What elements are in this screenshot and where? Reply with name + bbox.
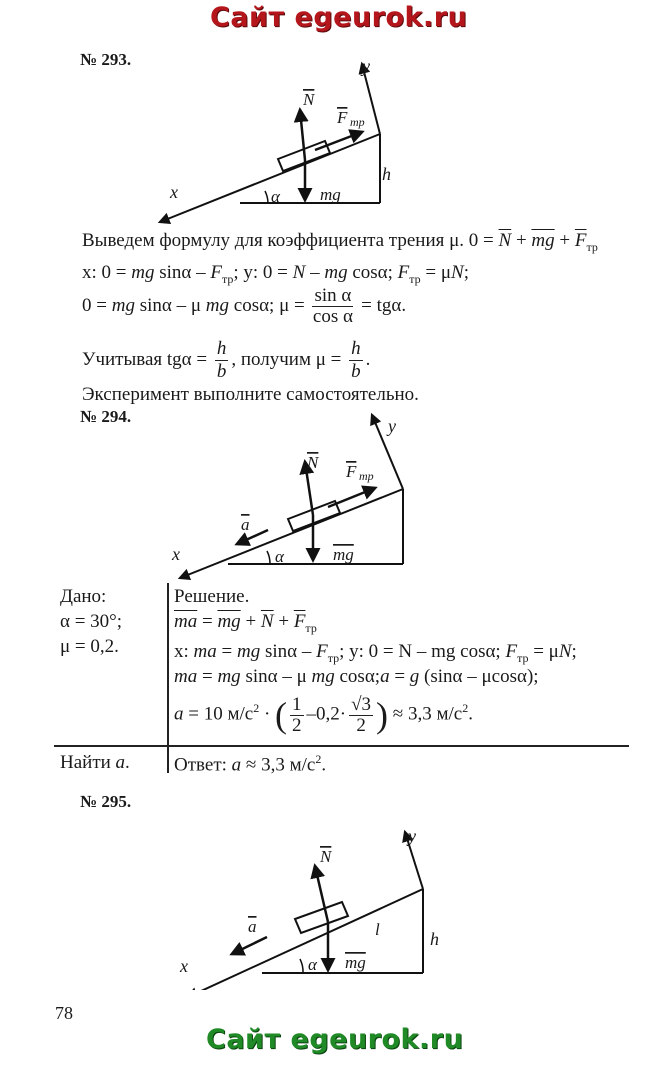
svg-text:mg: mg [345,953,366,972]
gravity-label: mg [320,185,341,204]
p293-line2: x: 0 = mg sinα – $F_{тр}$; y: 0 = N – mg cosα; $F_{тр} = \mu N$; [82,262,470,286]
svg-text:N: N [320,847,332,866]
svg-text:l: l [375,920,380,939]
incline-diagram-293 [140,50,400,230]
svg-text:α: α [275,547,284,566]
page-number: 78 [55,1003,73,1023]
solution-line1: $\overline{ma} = \overline{mg} + \overline{N} + \overline{F}_{тр}$ [174,611,317,635]
svg-text:y: y [408,826,416,846]
p293-line1: Выведем формулу для коэффициента трения μ. $0 = \overline{N} + \overline{mg} + \overline{F}_{тр}$ [82,230,598,254]
given-alpha: α = 30°; [60,611,123,632]
p293-line3: 0 = mg sinα – μ mg cosα; μ = $\frac{\text{sin α}}{\text{cos α}}$ = tgα. [82,285,407,327]
problem-295-number: № 295. [80,792,132,811]
svg-text:x: x [180,956,188,976]
problem-293-number: № 293. [80,50,132,69]
svg-text:h: h [430,929,439,949]
p293-line5: Эксперимент выполните самостоятельно. [82,384,419,405]
incline-diagram-294 [150,410,420,580]
axis-x-label: x [170,182,178,202]
svg-text:α: α [308,955,317,974]
solution-line3: ma = mg sinα – μ mg cosα;a = g (sinα – μcosα); [174,666,539,687]
solution-line4: a = 10 $м/с^2$ · ( $\frac{1}{2}$ –0,2· $\frac{√3}{2}$ ) ≈ 3,3 $м/с^2$. [174,693,473,736]
given-title: Дано: [60,586,107,607]
svg-text:N: N [307,453,319,472]
svg-text:a: a [241,515,250,534]
axis-y-label: y [362,56,370,76]
given-mu: μ = 0,2. [60,636,119,657]
solution-title: Решение. [174,586,250,607]
svg-text:F: F [346,462,357,481]
problem-294-number: № 294. [80,407,132,426]
friction-force-label: F [337,108,348,127]
watermark-bottom: Сайт egeurok.ru [206,1024,464,1055]
normal-force-label: N [303,90,315,109]
svg-text:mg: mg [333,545,354,564]
p293-line4: Учитывая tgα = $\frac{h}{b}$ , получим μ = $\frac{h}{b}$ . [82,338,371,382]
watermark-top: Сайт egeurok.ru [210,2,468,33]
angle-label: α [271,187,280,206]
svg-text:y: y [388,416,396,436]
svg-text:mp: mp [359,469,374,483]
solution-line2: x: ma = mg sinα – $F_{тр}$; y: 0 = N – mg cosα; $F_{тр} = \mu N$; [174,641,577,665]
answer: Ответ: a ≈ 3,3 $м/с^2$. [174,752,327,776]
height-label: h [382,164,391,184]
table-horizontal-divider [54,745,629,747]
find-label: Найти a. [60,752,130,773]
svg-text:a: a [248,917,257,936]
svg-text:mp: mp [350,115,365,129]
svg-text:x: x [172,544,180,564]
incline-diagram-295 [170,800,440,990]
